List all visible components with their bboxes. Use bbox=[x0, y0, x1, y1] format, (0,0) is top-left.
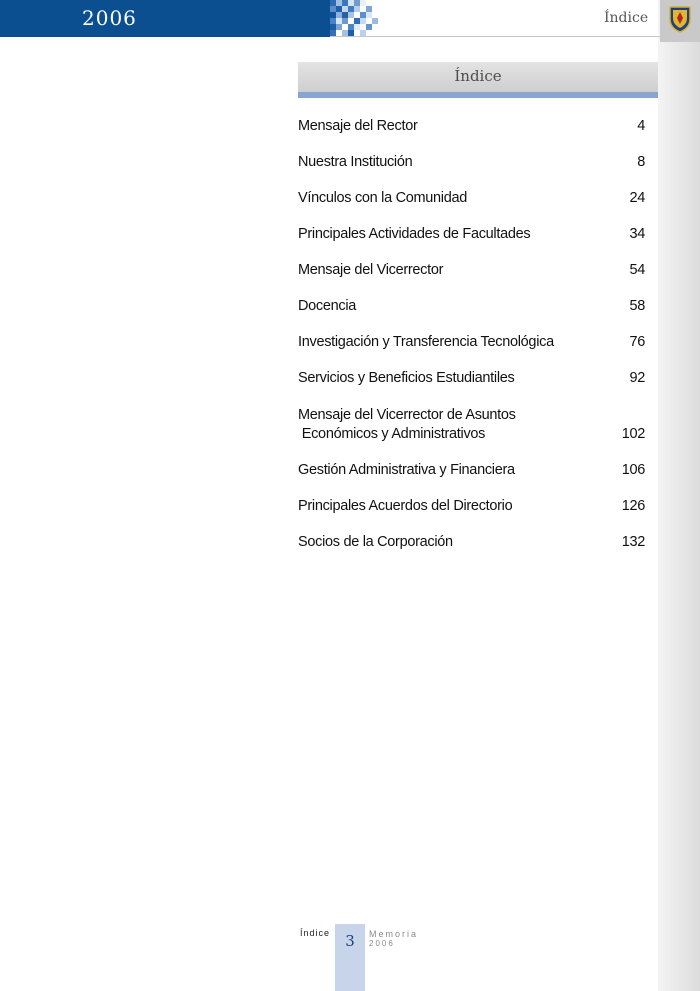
toc-entry-title: Principales Actividades de Facultades bbox=[298, 226, 531, 242]
header-year: 2006 bbox=[82, 6, 137, 30]
index-heading-band bbox=[298, 62, 658, 92]
index-heading: Índice bbox=[454, 67, 502, 85]
toc-entry-title: Mensaje del Vicerrector de Asuntos bbox=[298, 407, 516, 423]
toc-entry-page: 76 bbox=[629, 334, 645, 350]
university-crest bbox=[660, 0, 700, 42]
toc-entry-page: 106 bbox=[621, 462, 645, 478]
right-gradient-strip bbox=[658, 0, 700, 991]
toc-entry-title: Docencia bbox=[298, 298, 357, 314]
index-heading-rule bbox=[298, 92, 658, 98]
toc-entry[interactable] bbox=[298, 297, 645, 316]
toc-entry-page: 132 bbox=[621, 534, 645, 550]
toc-entry-title: Socios de la Corporación bbox=[298, 534, 453, 550]
toc-entry-title: Investigación y Transferencia Tecnológica bbox=[298, 334, 554, 350]
toc-entry[interactable] bbox=[298, 497, 645, 516]
toc-entry-title: Mensaje del Vicerrector bbox=[298, 262, 444, 278]
header-bar bbox=[0, 0, 330, 37]
toc-entry-title: Principales Acuerdos del Directorio bbox=[298, 498, 513, 514]
footer-publication-year: 2006 bbox=[369, 939, 395, 948]
toc-entry[interactable] bbox=[298, 261, 645, 280]
toc-entry-page: 34 bbox=[629, 226, 645, 242]
toc-entry-title: Vínculos con la Comunidad bbox=[298, 190, 468, 206]
header-divider bbox=[330, 36, 670, 37]
footer-section: Índice bbox=[300, 928, 331, 938]
toc-entry[interactable] bbox=[298, 333, 645, 352]
toc-entry[interactable] bbox=[298, 369, 645, 388]
footer-publication: Memoria bbox=[369, 929, 419, 939]
toc-entry[interactable] bbox=[298, 189, 645, 208]
toc-entry-page: 126 bbox=[621, 498, 645, 514]
toc-entry[interactable] bbox=[298, 533, 645, 552]
toc-entry-page: 8 bbox=[637, 154, 645, 170]
toc-entry[interactable] bbox=[298, 225, 645, 244]
toc-entry[interactable] bbox=[298, 406, 645, 444]
toc-entry-title: Servicios y Beneficios Estudiantiles bbox=[298, 370, 515, 386]
toc-entry-page: 102 bbox=[621, 426, 645, 442]
shield-icon bbox=[669, 5, 691, 33]
pixel-mosaic-decoration bbox=[320, 0, 378, 37]
toc-entry[interactable] bbox=[298, 153, 645, 172]
toc-entry-page: 24 bbox=[629, 190, 645, 206]
footer-page-number: 3 bbox=[345, 932, 355, 950]
toc-entry-page: 58 bbox=[629, 298, 645, 314]
toc-entry-page: 54 bbox=[629, 262, 645, 278]
toc-entry[interactable] bbox=[298, 117, 645, 136]
header-section-title: Índice bbox=[604, 10, 649, 26]
toc-entry-page: 92 bbox=[629, 370, 645, 386]
toc-entry-page: 4 bbox=[637, 118, 645, 134]
toc-entry-title: Nuestra Institución bbox=[298, 154, 413, 170]
toc-entry-title: Mensaje del Rector bbox=[298, 118, 418, 134]
toc-entry[interactable] bbox=[298, 461, 645, 480]
toc-entry-title-line2: Económicos y Administrativos bbox=[298, 426, 486, 442]
toc-entry-title: Gestión Administrativa y Financiera bbox=[298, 462, 515, 478]
